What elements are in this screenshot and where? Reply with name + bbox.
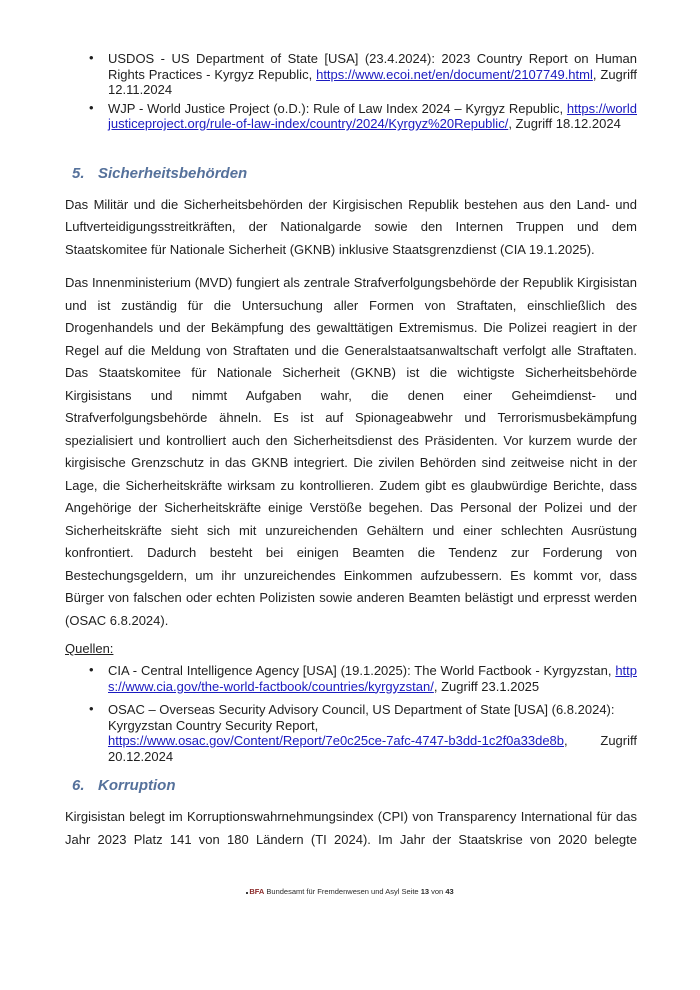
section-number: 5. xyxy=(72,164,85,182)
top-source-list xyxy=(65,51,637,132)
page-content xyxy=(65,51,637,851)
section5-source-list xyxy=(65,663,637,764)
source-link[interactable]: https://worldjusticeproject.org/rule-of-law-index/country/2024/Kyrgyz%20Republic/ xyxy=(108,100,637,131)
bullet-icon: • xyxy=(89,99,94,115)
footer-von-label: von xyxy=(431,887,444,896)
list-item xyxy=(65,702,637,764)
source-text: , Zugriff 12.11.2024 xyxy=(108,66,637,97)
paragraph: Das Innenministerium (MVD) fungiert als zentrale Strafverfolgungsbehörde der Republik Kirgisistan und ist zuständig für die Untersuchung aller Formen von Straftaten, einschließlich des Drogenhandels und der Bekämpfung des gewalttätigen Extremismus. Die Polizei reagiert in der Regel auf die Meldung von Straftaten und die Generalstaatsanwaltschaft verfolgt alle Straftaten. Das Staatskomitee für Nationale Sicherheit (GKNB) ist die wichtigste Sicherheitsbehörde Kirgisistans und nimmt Aufgaben wahr, die denen einer Geheimdienst- und Strafverfolgungsbehörde ähneln. Es ist auf Spionageabwehr und Terrorismusbekämpfung spezialisiert und kontrolliert auch den Sicherheitsdienst des Präsidenten. Vor kurzem wurde der kirgisische Grenzschutz in das GKNB integriert. Die zivilen Behörden sind zeitweise nicht in der Lage, die Sicherheitskräfte wirksam zu kontrollieren. Zudem gibt es glaubwürdige Berichte, dass Angehörige der Sicherheitskräfte einige Verstöße begehen. Das Personal der Polizei und der Sicherheitskräfte sieht sich mit unzureichenden Gehältern und einer schlechten Ausrüstung konfrontiert. Dadurch besteht bei einigen Beamten die Tendenz zur Forderung von Bestechungsgeldern, um ihr unzureichendes Einkommen aufzubessern. Es kommt vor, dass Bürger von falschen oder echten Polizisten sowie anderen Beamten belästigt und erpresst werden (OSAC 6.8.2024). xyxy=(65,275,637,628)
source-text: Kyrgyzstan Country Security Report, xyxy=(108,717,319,733)
source-text: , Zugriff 23.1.2025 xyxy=(433,678,540,694)
bullet-icon: • xyxy=(89,662,94,677)
sources-label: Quellen: xyxy=(65,641,114,656)
footer-org-text: Bundesamt für Fremdenwesen und Asyl xyxy=(266,887,400,896)
footer-page-label: Seite xyxy=(401,887,419,896)
source-text: , Zugriff 18.12.2024 xyxy=(508,116,621,131)
page-footer xyxy=(0,887,700,897)
section-heading-sicherheitsbehoerden xyxy=(72,165,637,182)
source-link[interactable]: https://www.ecoi.net/en/document/2107749.html xyxy=(316,66,593,82)
source-text: WJP - World Justice Project (o.D.): Rule of Law Index 2024 – Kyrgyz Republic, xyxy=(108,100,567,116)
bullet-icon: • xyxy=(89,50,94,65)
section-number: 6. xyxy=(72,777,85,794)
footer-page-current: 13 xyxy=(420,887,430,896)
source-text: CIA - Central Intelligence Agency [USA] (19.1.2025): The World Factbook - Kyrgyzstan, xyxy=(108,663,616,678)
section-title: Korruption xyxy=(98,777,176,794)
bfa-logo-mark-icon xyxy=(246,892,248,894)
bfa-logo-text: BFA xyxy=(249,887,265,896)
source-text: USDOS - US Department of State [USA] (23.4.2024): 2023 Country Report on Human Rights Practices - Kyrgyz Republic, xyxy=(108,51,637,82)
paragraph: Kirgisistan belegt im Korruptionswahrnehmungsindex (CPI) von Transparency International für das Jahr 2023 Platz 141 von 180 Ländern (TI 2024). Im Jahr der Staatskrise von 2020 belegte xyxy=(65,809,637,847)
paragraph: Das Militär und die Sicherheitsbehörden der Kirgisischen Republik bestehen aus den Land- und Luftverteidigungsstreitkräften, der Nationalgarde sowie den Internen Truppen und dem Staatskomitee für Nationale Sicherheit (GKNB) inklusive Staatsgrenzdienst (CIA 19.1.2025). xyxy=(65,196,637,257)
bullet-icon: • xyxy=(89,701,94,716)
source-text: , Zugriff 20.12.2024 xyxy=(108,733,637,764)
footer-page-total: 43 xyxy=(445,887,454,896)
source-link[interactable]: https://www.cia.gov/the-world-factbook/countries/kyrgyzstan/ xyxy=(108,663,637,694)
section-title: Sicherheitsbehörden xyxy=(98,164,248,182)
source-link[interactable]: https://www.osac.gov/Content/Report/7e0c25ce-7afc-4747-b3dd-1c2f0a33de8b xyxy=(108,733,565,748)
list-item xyxy=(65,663,637,694)
list-item xyxy=(65,51,637,98)
list-item xyxy=(65,101,637,132)
section-heading-korruption xyxy=(72,777,637,794)
source-text: OSAC – Overseas Security Advisory Council, US Department of State [USA] (6.8.2024): xyxy=(108,702,615,717)
